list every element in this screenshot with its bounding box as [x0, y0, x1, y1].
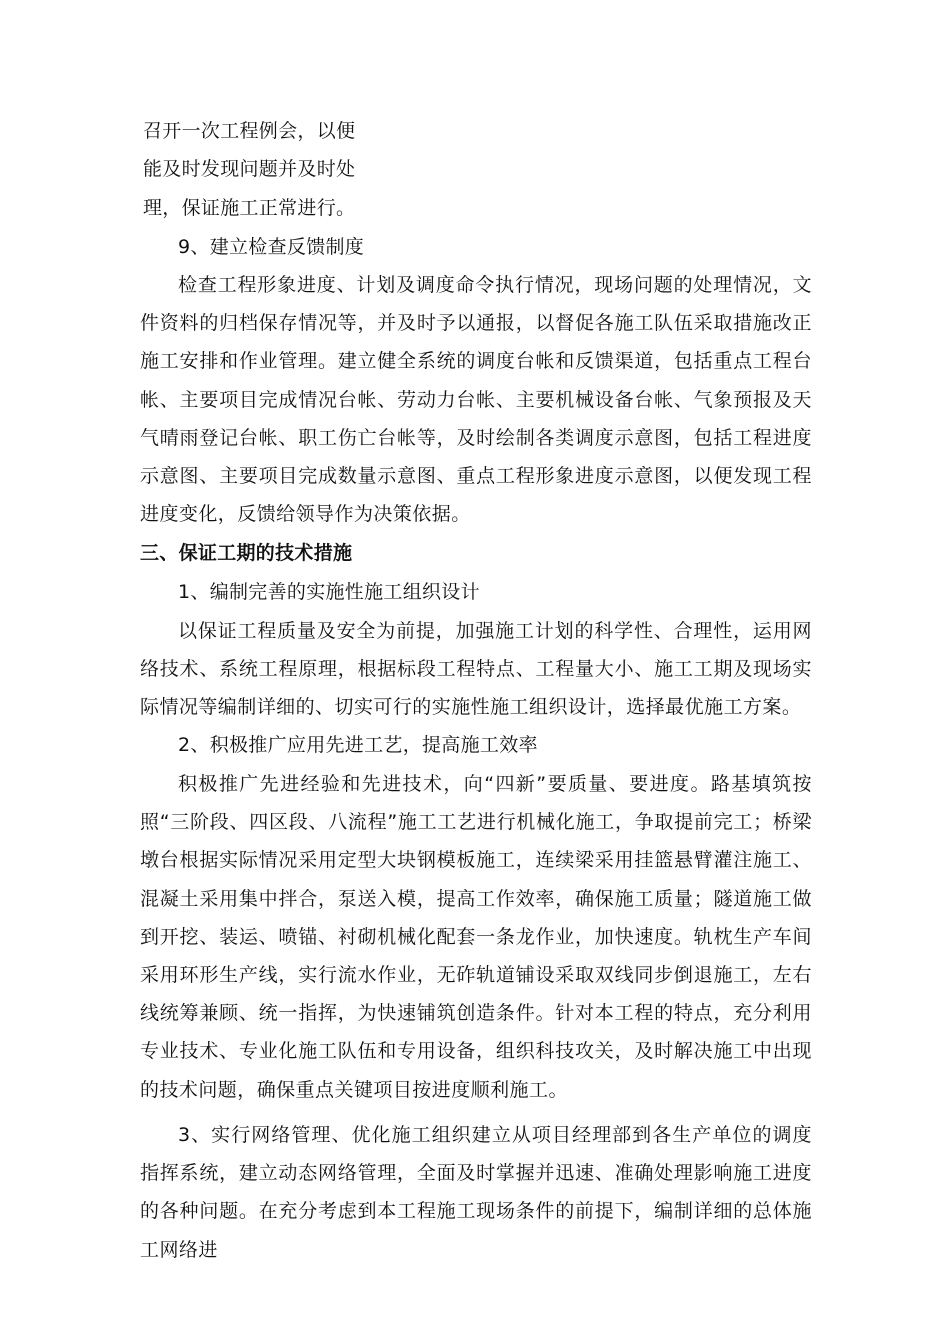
item-3-paragraph: 3、实行网络管理、优化施工组织建立从项目经理部到各生产单位的调度指挥系统，建立动态网络管理，全面及时掌握并迅速、准确处理影响施工进度的各种问题。在充分考虑到本工程施工现场条件的前提下，编制详细的总体施工网络进: [140, 1124, 812, 1261]
item-1-paragraph: 以保证工程质量及安全为前提，加强施工计划的科学性、合理性，运用网络技术、系统工程原理，根据标段工程特点、工程量大小、施工工期及现场实际情况等编制详细的、切实可行的实施性施工组织设计，选择最优施工方案。: [140, 620, 812, 719]
item-9-paragraph: 检查工程形象进度、计划及调度命令执行情况，现场问题的处理情况，文件资料的归档保存情况等，并及时予以通报，以督促各施工队伍采取措施改正施工安排和作业管理。建立健全系统的调度台帐和反馈渠道，包括重点工程台帐、主要项目完成情况台帐、劳动力台帐、主要机械设备台帐、气象预报及天气晴雨登记台帐、职工伤亡台帐等，及时绘制各类调度示意图，包括工程进度示意图、主要项目完成数量示意图、重点工程形象进度示意图，以便发现工程进度变化，反馈给领导作为决策依据。: [140, 274, 812, 526]
section-3-heading: 三、保证工期的技术措施: [140, 542, 353, 564]
item-9-heading: 9、建立检查反馈制度: [178, 236, 365, 258]
intro-line-2: 能及时发现问题并及时处: [143, 158, 356, 180]
intro-line-3: 理，保证施工正常进行。: [143, 197, 356, 219]
item-1-heading: 1、编制完善的实施性施工组织设计: [178, 581, 480, 603]
intro-line-1: 召开一次工程例会，以便: [143, 120, 356, 142]
item-2-paragraph: 积极推广先进经验和先进技术，向“四新”要质量、要进度。路基填筑按照“三阶段、四区段、八流程”施工工艺进行机械化施工，争取提前完工；桥梁墩台根据实际情况采用定型大块钢模板施工，连续梁采用挂篮悬臂灌注施工、混凝土采用集中拌合，泵送入模，提高工作效率，确保施工质量；隧道施工做到开挖、装运、喷锚、衬砌机械化配套一条龙作业，加快速度。轨枕生产车间采用环形生产线，实行流水作业，无砟轨道铺设采取双线同步倒退施工，左右线统筹兼顾、统一指挥，为快速铺筑创造条件。针对本工程的特点，充分利用专业技术、专业化施工队伍和专用设备，组织科技攻关，及时解决施工中出现的技术问题，确保重点关键项目按进度顺利施工。: [140, 773, 812, 1101]
item-2-heading: 2、积极推广应用先进工艺，提高施工效率: [178, 734, 538, 756]
